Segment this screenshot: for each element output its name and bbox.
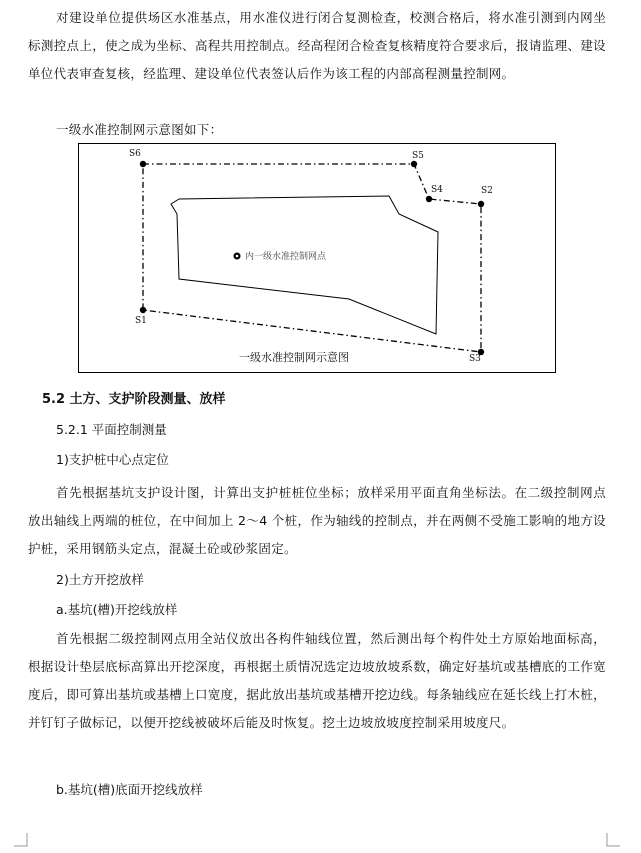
label-s5: S5 bbox=[412, 151, 424, 161]
point-s6 bbox=[140, 161, 146, 167]
label-s1: S1 bbox=[135, 316, 147, 326]
paragraph-pile-positioning: 首先根据基坑支护设计图，计算出支护桩桩位坐标；放样采用平面直角坐标法。在二级控制网点放出轴线上两端的桩位，在中间加上 2～4 个桩，作为轴线的控制点，并在两侧不受施工影响的地方设护桩，采用钢筋头定点，混凝土砼或砂浆固定。 bbox=[28, 485, 606, 556]
label-s4: S4 bbox=[431, 185, 443, 195]
paragraph-leveling-control: 对建设单位提供场区水准基点，用水准仪进行闭合复测检查，校测合格后，将水准引测到内网坐标测控点上，使之成为坐标、高程共用控制点。经高程闭合检查复核精度符合要求后，报请监理、建设单位代表审查复核，经监理、建设单位代表签认后作为该工程的内部高程测量控制网。 bbox=[28, 10, 606, 81]
point-s2 bbox=[478, 201, 484, 207]
paragraph-excavation-layout: 首先根据二级控制网点用全站仪放出各构件轴线位置，然后测出每个构件处土方原始地面标高，根据设计垫层底标高算出开挖深度，再根据土质情况选定边坡放坡系数，确定好基坑或基槽底的工作宽度后，即可算出基坑或基槽上口宽度，据此放出基坑或基槽开挖边线。每条轴线应在延长线上打木桩，并钉钉子做标记，以便开挖线被破坏后能及时恢复。挖土边坡放坡度控制采用坡度尺。 bbox=[28, 631, 606, 730]
item-heading-excavation-line: a.基坑(槽)开挖线放样 bbox=[56, 602, 178, 617]
point-s1 bbox=[140, 307, 146, 313]
crop-mark-bottom-left bbox=[14, 833, 28, 847]
site-boundary bbox=[171, 196, 438, 334]
paragraph-figure-intro: 一级水准控制网示意图如下： bbox=[56, 122, 223, 137]
crop-mark-bottom-right bbox=[606, 833, 620, 847]
label-s2: S2 bbox=[481, 186, 493, 196]
point-s4 bbox=[426, 196, 432, 202]
level-network-figure bbox=[78, 143, 556, 373]
item-heading-pile-center: 1)支护桩中心点定位 bbox=[56, 452, 169, 467]
item-heading-bottom-line: b.基坑(槽)底面开挖线放样 bbox=[56, 782, 203, 797]
figure-caption: 一级水准控制网示意图 bbox=[239, 351, 349, 364]
item-heading-earthwork: 2)土方开挖放样 bbox=[56, 572, 144, 587]
subsection-heading-5-2-1: 5.2.1 平面控制测量 bbox=[56, 422, 167, 437]
label-s6: S6 bbox=[129, 149, 141, 159]
point-s5 bbox=[411, 161, 417, 167]
label-s3: S3 bbox=[469, 354, 481, 364]
section-heading-5-2: 5.2 土方、支护阶段测量、放样 bbox=[42, 392, 226, 407]
center-label: 内一级水准控制网点 bbox=[245, 252, 327, 262]
